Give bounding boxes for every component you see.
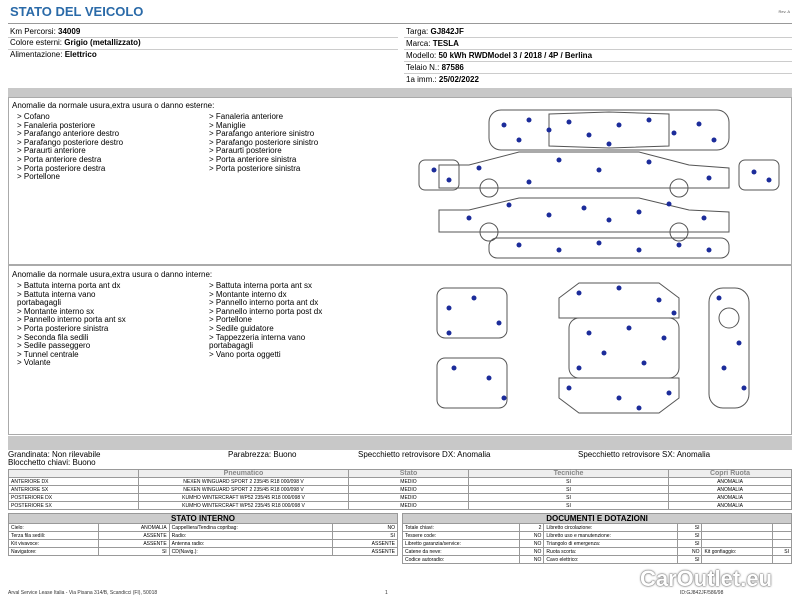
list-item: > Battuta interna porta ant sx: [209, 281, 312, 290]
cell-label: Navigatore:: [9, 548, 99, 556]
list-item: > Pannello interno porta ant sx: [17, 315, 126, 325]
row-divider: [404, 61, 792, 62]
damage-marker-icon: [637, 248, 642, 253]
fuel-row: [10, 50, 97, 60]
cell-value: NO: [520, 548, 544, 556]
cell-label: Antenna radio:: [169, 540, 332, 548]
damage-marker-icon: [637, 210, 642, 215]
row-divider: [404, 73, 792, 74]
cell-value: NO: [332, 524, 397, 532]
cell-label: Ruota scorta:: [544, 548, 678, 556]
interior-status-table: [8, 513, 398, 556]
damage-marker-icon: [657, 298, 662, 303]
footer-address: Arval Service Lease Italia - Via Pisana 314/B, Scandicci (FI), 50018: [8, 590, 158, 596]
table-row: [9, 478, 792, 486]
color-value: Grigio (metallizzato): [64, 38, 141, 47]
list-item: > Porta posteriore sinistra: [209, 163, 301, 173]
list-item: > Parafango posteriore sinistro: [209, 137, 319, 147]
damage-marker-icon: [607, 218, 612, 223]
table-row: [403, 556, 792, 564]
cell-label: Cavo elettrico:: [544, 556, 678, 564]
cell-label: Tessere code:: [403, 532, 520, 540]
exterior-car-diagram: [409, 100, 789, 262]
damage-marker-icon: [647, 118, 652, 123]
table-row: [9, 502, 792, 510]
page-number: 1: [385, 590, 388, 596]
cell-label: Triangolo di emergenza:: [544, 540, 678, 548]
damage-marker-icon: [637, 406, 642, 411]
car-bottom-view: [489, 238, 729, 258]
table-header: Pneumatico: [139, 470, 349, 478]
cell-label: [702, 524, 773, 532]
damage-marker-icon: [467, 216, 472, 221]
cell-value: ANOMALIA: [98, 524, 169, 532]
table-header: Copri Ruota: [669, 470, 792, 478]
tyre-position: ANTERIORE DX: [9, 478, 139, 486]
list-item: > Tappezzeria interna vano: [209, 332, 306, 342]
exterior-list-col2: [209, 113, 318, 173]
damage-marker-icon: [697, 122, 702, 127]
cell-label: Cappelliera/Tendina copribag:: [169, 524, 332, 532]
damage-marker-icon: [707, 248, 712, 253]
cell-label: Kit gonfiaggio:: [702, 548, 773, 556]
damage-marker-icon: [547, 128, 552, 133]
damage-marker-icon: [557, 158, 562, 163]
registration-label: 1a imm.:: [406, 75, 437, 84]
tyre-model: KUMHO WINTERCRAFT WP52 235/45 R18 000/098 V: [139, 502, 349, 510]
damage-marker-icon: [452, 366, 457, 371]
table-row: [403, 540, 792, 548]
hail-status: Grandinata: Non rilevabile: [8, 450, 101, 459]
tyre-model: NEXEN WINGUARD SPORT 2 235/45 R18 000/098 V: [139, 478, 349, 486]
interior-list-col1: [17, 282, 126, 368]
damage-marker-icon: [447, 331, 452, 336]
cell-value: ASSENTE: [98, 540, 169, 548]
damage-marker-icon: [432, 168, 437, 173]
damage-marker-icon: [667, 202, 672, 207]
damage-marker-icon: [502, 123, 507, 128]
revision-label: Rev. A: [778, 9, 790, 14]
list-item: > Paraurti posteriore: [209, 146, 282, 156]
color-label: Colore esterni:: [10, 38, 63, 47]
table-header: Tecniche: [469, 470, 669, 478]
damage-marker-icon: [547, 213, 552, 218]
damage-marker-icon: [602, 351, 607, 356]
mirror-sx-status: Specchietto retrovisore SX: Anomalia: [578, 450, 711, 459]
list-item: > Pannello interno porta ant dx: [209, 298, 319, 308]
damage-marker-icon: [477, 166, 482, 171]
km-value: 34009: [58, 27, 81, 36]
damage-marker-icon: [617, 286, 622, 291]
tyre-position: ANTERIORE SX: [9, 486, 139, 494]
cell-label: Totale chiavi:: [403, 524, 520, 532]
cell-label: Cielo:: [9, 524, 99, 532]
cell-value: NO: [678, 548, 702, 556]
damage-marker-icon: [472, 296, 477, 301]
damage-marker-icon: [577, 366, 582, 371]
document-id: ID:GJ842JF/586/98: [680, 590, 724, 596]
documents-title: DOCUMENTI E DOTAZIONI: [403, 514, 792, 524]
steering-wheel-icon: [719, 308, 739, 328]
damage-marker-icon: [707, 176, 712, 181]
list-item: > Seconda fila sedili: [17, 332, 89, 342]
brand-row: [406, 39, 459, 49]
cell-value: [773, 524, 792, 532]
list-item: > Parafango anteriore destro: [17, 129, 120, 139]
damage-marker-icon: [737, 341, 742, 346]
cell-label: Terza fila sedili:: [9, 532, 99, 540]
damage-marker-icon: [517, 138, 522, 143]
tyre-model: NEXEN WINGUARD SPORT 2 235/45 R18 000/098 V: [139, 486, 349, 494]
tyre-technical: SI: [469, 502, 669, 510]
dashboard-view: [437, 288, 507, 338]
km-row: [10, 27, 80, 37]
windshield-status: Parabrezza: Buono: [228, 450, 297, 459]
list-item: > Parafango posteriore destro: [17, 137, 124, 147]
row-divider: [404, 49, 792, 50]
cell-value: NO: [520, 540, 544, 548]
list-item: > Sedile passeggero: [17, 341, 91, 351]
trunk-view: [437, 358, 507, 408]
cell-label: [702, 556, 773, 564]
damage-marker-icon: [517, 243, 522, 248]
list-item: > Sedile guidatore: [209, 323, 274, 333]
model-value: 50 kWh RWDModel 3 / 2018 / 4P / Berlina: [438, 51, 593, 60]
cell-value: ASSENTE: [332, 548, 397, 556]
cell-value: NO: [520, 532, 544, 540]
damage-marker-icon: [712, 138, 717, 143]
list-item: > Pannello interno porta post dx: [209, 306, 323, 316]
damage-marker-icon: [742, 386, 747, 391]
damage-marker-icon: [607, 142, 612, 147]
table-row: [403, 532, 792, 540]
table-row: [403, 524, 792, 532]
list-item: portabagagli: [209, 341, 254, 351]
cell-value: NO: [520, 556, 544, 564]
cell-value: SI: [678, 532, 702, 540]
cell-value: [773, 556, 792, 564]
damage-marker-icon: [577, 291, 582, 296]
header-divider: [8, 23, 792, 24]
damage-marker-icon: [677, 243, 682, 248]
fuel-label: Alimentazione:: [10, 50, 63, 59]
cell-value: [773, 532, 792, 540]
damage-marker-icon: [627, 326, 632, 331]
documents-table: [402, 513, 792, 564]
table-row: [9, 494, 792, 502]
damage-marker-icon: [617, 396, 622, 401]
tyre-cover: ANOMALIA: [669, 478, 792, 486]
tyre-state: MEDIO: [349, 478, 469, 486]
table-row: [9, 486, 792, 494]
damage-marker-icon: [527, 118, 532, 123]
list-item: > Vano porta oggetti: [209, 349, 281, 359]
car-rear-view: [739, 160, 779, 190]
cell-label: [702, 532, 773, 540]
cell-value: [773, 540, 792, 548]
vehicle-info: [8, 25, 792, 88]
damage-marker-icon: [487, 376, 492, 381]
chassis-label: Telaio N.:: [406, 63, 440, 72]
model-label: Modello:: [406, 51, 437, 60]
plate-value: GJ842JF: [430, 27, 464, 36]
cell-value: SI: [98, 548, 169, 556]
list-item: > Porta anteriore destra: [17, 154, 102, 164]
cell-label: [702, 540, 773, 548]
list-item: > Porta posteriore sinistra: [17, 323, 109, 333]
cell-label: Kit vivavoce:: [9, 540, 99, 548]
damage-marker-icon: [527, 180, 532, 185]
interior-status-title: STATO INTERNO: [9, 514, 398, 524]
tyre-technical: SI: [469, 486, 669, 494]
damage-marker-icon: [567, 386, 572, 391]
damage-marker-icon: [722, 366, 727, 371]
cell-label: Libretto garanzia/service:: [403, 540, 520, 548]
list-item: > Tunnel centrale: [17, 349, 79, 359]
color-row: [10, 38, 141, 48]
table-header: Stato: [349, 470, 469, 478]
brand-value: TESLA: [432, 39, 459, 48]
exterior-list-col1: [17, 113, 123, 182]
brand-label: Marca:: [406, 39, 431, 48]
list-item: > Volante: [17, 358, 51, 368]
cell-label: Radio:: [169, 532, 332, 540]
fuel-value: Elettrico: [64, 50, 97, 59]
tyre-state: MEDIO: [349, 486, 469, 494]
model-row: [406, 51, 592, 61]
damage-marker-icon: [447, 178, 452, 183]
tyre-cover: ANOMALIA: [669, 486, 792, 494]
damage-marker-icon: [617, 123, 622, 128]
list-item: > Parafango anteriore sinistro: [209, 129, 315, 139]
page-title: STATO DEL VEICOLO: [10, 4, 144, 19]
damage-marker-icon: [667, 391, 672, 396]
cell-label: Codice autoradio:: [403, 556, 520, 564]
tyres-table: [8, 469, 792, 510]
list-item: > Battuta interna vano: [17, 289, 96, 299]
damage-marker-icon: [717, 296, 722, 301]
tyre-technical: SI: [469, 478, 669, 486]
tyre-state: MEDIO: [349, 494, 469, 502]
exterior-section: [8, 97, 792, 265]
damage-marker-icon: [642, 361, 647, 366]
damage-marker-icon: [752, 170, 757, 175]
registration-value: 25/02/2022: [438, 75, 479, 84]
watermark-logo: CarOutlet.eu: [640, 566, 773, 591]
list-item: > Portellone: [209, 315, 252, 325]
table-row: [9, 540, 398, 548]
damage-marker-icon: [597, 241, 602, 246]
exterior-title: Anomalie da normale usura,extra usura o danno esterne:: [12, 101, 215, 110]
damage-marker-icon: [497, 321, 502, 326]
registration-row: [406, 75, 479, 85]
interior-list-col2: [209, 282, 322, 359]
chassis-row: [406, 63, 464, 73]
tyre-cover: ANOMALIA: [669, 502, 792, 510]
table-row: [9, 532, 398, 540]
chassis-value: 87586: [441, 63, 464, 72]
table-row: [9, 524, 398, 532]
cell-value: SI: [678, 556, 702, 564]
cell-value: SI: [678, 540, 702, 548]
cabin-top-view: [569, 318, 679, 378]
plate-label: Targa:: [406, 27, 429, 36]
tyre-position: POSTERIORE SX: [9, 502, 139, 510]
table-header-empty: [9, 470, 139, 478]
damage-marker-icon: [647, 160, 652, 165]
list-item: > Maniglie: [209, 120, 246, 130]
tyre-cover: ANOMALIA: [669, 494, 792, 502]
damage-marker-icon: [672, 311, 677, 316]
damage-marker-icon: [662, 336, 667, 341]
damage-marker-icon: [447, 306, 452, 311]
cell-value: 2: [520, 524, 544, 532]
list-item: > Porta posteriore destra: [17, 163, 106, 173]
table-row: [403, 548, 792, 556]
tyre-model: KUMHO WINTERCRAFT WP52 235/45 R18 000/098 V: [139, 494, 349, 502]
list-item: portabagagli: [17, 298, 62, 308]
section-band: [8, 88, 792, 97]
damage-marker-icon: [567, 120, 572, 125]
cell-label: Libretto uso e manutenzione:: [544, 532, 678, 540]
plate-row: [406, 27, 464, 37]
damage-marker-icon: [587, 133, 592, 138]
mirror-dx-status: Specchietto retrovisore DX: Anomalia: [358, 450, 491, 459]
list-item: > Fanaleria anteriore: [209, 112, 284, 121]
list-item: > Portellone: [17, 172, 60, 182]
table-row: [9, 548, 398, 556]
cell-value: ASSENTE: [332, 540, 397, 548]
damage-marker-icon: [702, 216, 707, 221]
list-item: > Cofano: [17, 112, 50, 121]
list-item: > Fanaleria posteriore: [17, 120, 96, 130]
list-item: > Montante interno dx: [209, 289, 287, 299]
list-item: > Paraurti anteriore: [17, 146, 86, 156]
key-block-status: Blocchetto chiavi: Buono: [8, 458, 96, 467]
cell-label: CD(Navig.):: [169, 548, 332, 556]
cell-value: ASSENTE: [98, 532, 169, 540]
tyre-position: POSTERIORE DX: [9, 494, 139, 502]
tyre-technical: SI: [469, 494, 669, 502]
damage-marker-icon: [597, 168, 602, 173]
interior-car-diagram: [429, 278, 789, 428]
cell-label: Libretto circolazione:: [544, 524, 678, 532]
damage-marker-icon: [582, 206, 587, 211]
list-item: > Battuta interna porta ant dx: [17, 281, 121, 290]
cell-value: SI: [332, 532, 397, 540]
km-label: Km Percorsi:: [10, 27, 56, 36]
interior-section: [8, 265, 792, 435]
car-side-left: [439, 152, 729, 188]
row-divider: [404, 37, 792, 38]
damage-marker-icon: [587, 331, 592, 336]
cell-value: SI: [678, 524, 702, 532]
damage-marker-icon: [507, 203, 512, 208]
damage-marker-icon: [767, 178, 772, 183]
tyre-state: MEDIO: [349, 502, 469, 510]
list-item: > Porta anteriore sinistra: [209, 154, 297, 164]
list-item: > Montante interno sx: [17, 306, 95, 316]
damage-marker-icon: [672, 131, 677, 136]
damage-marker-icon: [557, 248, 562, 253]
damage-marker-icon: [502, 396, 507, 401]
car-side-right: [439, 198, 729, 232]
interior-title: Anomalie da normale usura,extra usura o danno interne:: [12, 270, 213, 279]
section-band: [8, 436, 792, 450]
cell-value: SI: [773, 548, 792, 556]
cell-label: Catene da neve:: [403, 548, 520, 556]
